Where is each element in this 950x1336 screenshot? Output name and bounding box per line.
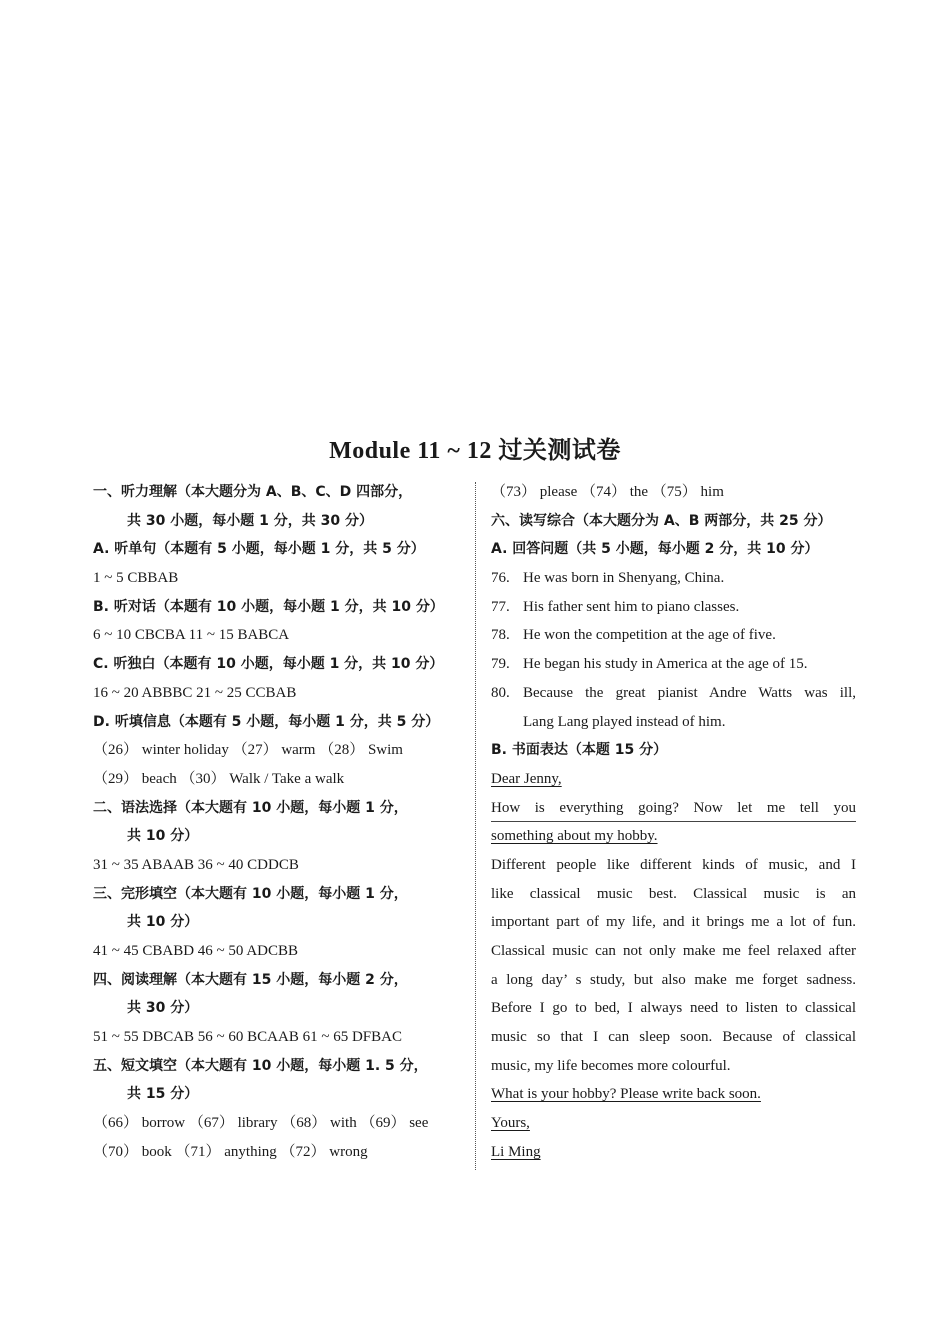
essay-body-line: Classical music can not only make me feel relaxed after bbox=[491, 943, 856, 959]
answer-row bbox=[491, 621, 856, 650]
essay-signature-text: Li Ming bbox=[491, 1143, 541, 1160]
section-6-heading: 六、读写综合（本大题分为 A、B 两部分，共 25 分） bbox=[491, 512, 832, 529]
essay-body-line: Different people like different kinds of music, and I bbox=[491, 856, 856, 873]
left-column bbox=[93, 478, 461, 1167]
section-5-heading-cont: 共 15 分） bbox=[127, 1086, 199, 1103]
part-d-answers-2: （29） beach （30） Walk / Take a walk bbox=[93, 770, 345, 787]
answer-row bbox=[491, 564, 856, 593]
section-4-heading-cont: 共 30 分） bbox=[127, 1000, 199, 1017]
answer-text: His father sent him to piano classes. bbox=[523, 598, 740, 615]
essay-closing-question bbox=[491, 1080, 856, 1109]
answer-row bbox=[491, 679, 856, 708]
page-title: Module 11 ~ 12 过关测试卷 bbox=[329, 438, 621, 464]
answer-text: He began his study in America at the age of 15. bbox=[523, 656, 808, 673]
section-2-heading-cont: 共 10 分） bbox=[127, 828, 199, 845]
essay-body-line: music, my life becomes more colourful. bbox=[491, 1057, 731, 1074]
answer-text: He was born in Shenyang, China. bbox=[523, 570, 725, 587]
section-3-heading: 三、完形填空（本大题有 10 小题，每小题 1 分， bbox=[93, 885, 408, 902]
part-c-answers: 16 ~ 20 ABBBC 21 ~ 25 CCBAB bbox=[93, 684, 297, 701]
answer-number: 76. bbox=[491, 570, 510, 587]
section-5-answers-1: （66） borrow （67） library （68） with （69） see bbox=[93, 1115, 429, 1132]
section-3-heading-cont: 共 10 分） bbox=[127, 914, 199, 931]
section-2-heading: 二、语法选择（本大题有 10 小题，每小题 1 分， bbox=[93, 799, 408, 816]
section-5-heading: 五、短文填空（本大题有 10 小题，每小题 1. 5 分， bbox=[93, 1057, 428, 1074]
part-d-heading: D. 听填信息（本题有 5 小题，每小题 1 分，共 5 分） bbox=[93, 713, 440, 730]
answer-number: 79. bbox=[491, 656, 510, 673]
part-6a-heading: A. 回答问题（共 5 小题，每小题 2 分，共 10 分） bbox=[491, 541, 819, 558]
part-b-heading: B. 听对话（本题有 10 小题，每小题 1 分，共 10 分） bbox=[93, 598, 444, 615]
essay-opening-line-1: How is everything going? Now let me tell you bbox=[491, 794, 856, 823]
essay-body-line: Before I go to bed, I always need to listen to classical bbox=[491, 1000, 856, 1017]
answer-text: Because the great pianist Andre Watts was ill, bbox=[523, 684, 856, 701]
part-c-heading: C. 听独白（本题有 10 小题，每小题 1 分，共 10 分） bbox=[93, 656, 444, 673]
essay-body-line: music so that I can sleep soon. Because of classical bbox=[491, 1029, 856, 1046]
answer-row bbox=[491, 650, 856, 679]
essay bbox=[491, 765, 856, 1167]
essay-signature bbox=[491, 1138, 856, 1167]
answer-number: 77. bbox=[491, 598, 510, 615]
part-6b-heading: B. 书面表达（本题 15 分） bbox=[491, 742, 668, 759]
section-4-answers: 51 ~ 55 DBCAB 56 ~ 60 BCAAB 61 ~ 65 DFBAC bbox=[93, 1029, 402, 1046]
essay-closing-text: Yours, bbox=[491, 1115, 530, 1132]
section-5-answers-3: （73） please （74） the （75） him bbox=[491, 484, 724, 500]
part-a-answers: 1 ~ 5 CBBAB bbox=[93, 570, 179, 587]
essay-opening-line-2 bbox=[491, 822, 856, 851]
essay-closing bbox=[491, 1109, 856, 1138]
answer-number: 80. bbox=[491, 684, 510, 701]
essay-salutation-text: Dear Jenny, bbox=[491, 770, 562, 787]
essay-body-line: a long day’ s study, but also make me forget sadness. bbox=[491, 971, 856, 988]
section-1-heading-cont: 共 30 小题，每小题 1 分，共 30 分） bbox=[127, 512, 373, 529]
part-d-answers-1: （26） winter holiday （27） warm （28） Swim bbox=[93, 742, 403, 759]
part-b-answers: 6 ~ 10 CBCBA 11 ~ 15 BABCA bbox=[93, 627, 290, 644]
answer-text: He won the competition at the age of five. bbox=[523, 627, 776, 644]
answer-80-cont: Lang Lang played instead of him. bbox=[523, 713, 726, 730]
answer-number: 78. bbox=[491, 627, 510, 644]
section-4-heading: 四、阅读理解（本大题有 15 小题，每小题 2 分， bbox=[93, 971, 408, 988]
section-1-heading: 一、听力理解（本大题分为 A、B、C、D 四部分， bbox=[93, 484, 413, 500]
essay-closing-question-text: What is your hobby? Please write back soon. bbox=[491, 1086, 761, 1103]
section-3-answers: 41 ~ 45 CBABD 46 ~ 50 ADCBB bbox=[93, 943, 299, 959]
part-a-heading: A. 听单句（本题有 5 小题，每小题 1 分，共 5 分） bbox=[93, 541, 425, 558]
column-divider bbox=[475, 482, 476, 1170]
essay-opening-text: something about my hobby. bbox=[491, 828, 658, 845]
section-5-answers-2: （70） book （71） anything （72） wrong bbox=[93, 1143, 368, 1160]
essay-body-line: like classical music best. Classical music is an bbox=[491, 885, 856, 902]
section-2-answers: 31 ~ 35 ABAAB 36 ~ 40 CDDCB bbox=[93, 856, 299, 873]
right-column bbox=[491, 478, 856, 1167]
essay-body-line: important part of my life, and it brings me a lot of fun. bbox=[491, 914, 856, 931]
essay-salutation bbox=[491, 765, 856, 794]
answer-row bbox=[491, 593, 856, 622]
